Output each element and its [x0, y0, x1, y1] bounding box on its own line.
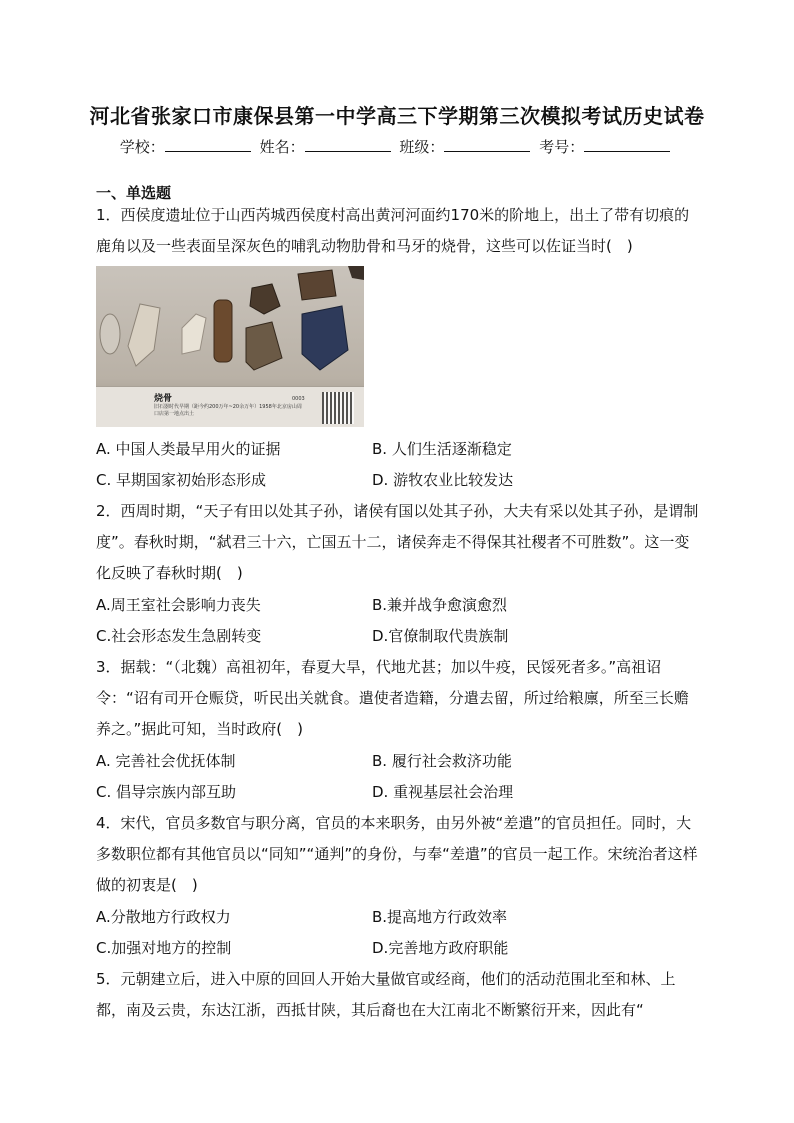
q4-option-b[interactable]: B.提高地方行政效率: [372, 908, 508, 926]
school-blank[interactable]: [165, 137, 251, 152]
q2-option-b[interactable]: B.兼并战争愈演愈烈: [372, 596, 508, 614]
photo-caption-detail: 旧石器时代早期（距今约200万年~20余万年）1958年北京房山周口店第一地点出土: [154, 404, 302, 417]
section-heading: 一、单选题: [96, 184, 172, 202]
q1-option-c[interactable]: C. 早期国家初始形态形成: [96, 471, 267, 489]
q2-option-d[interactable]: D.官僚制取代贵族制: [372, 627, 509, 645]
name-blank[interactable]: [305, 137, 391, 152]
photo-catalog-number: 0003: [292, 396, 305, 402]
question-4-text: 4．宋代，官员多数官与职分离，官员的本来职务，由另外被“差遣”的官员担任。同时，大多数职位都有其他官员以“同知”“通判”的身份，与奉“差遣”的官员一起工作。宋统治者这样做的初衷是( ): [96, 814, 698, 894]
q1-option-b[interactable]: B. 人们生活逐渐稳定: [372, 440, 512, 458]
q1-option-a[interactable]: A. 中国人类最早用火的证据: [96, 440, 281, 458]
student-info-line: [0, 136, 794, 157]
question-3-text: 3．据载：“（北魏）高祖初年，春夏大旱，代地尤甚；加以牛疫，民馁死者多。”高祖诏令：“诏有司开仓赈贷，听民出关就食。遣使者造籍，分遣去留，所过给粮廪，所至三长赡养之。”据此可知，当时政府( ): [96, 658, 689, 738]
photo-caption-title: 烧骨: [154, 394, 173, 404]
q3-option-d[interactable]: D. 重视基层社会治理: [372, 783, 514, 801]
class-blank[interactable]: [444, 137, 530, 152]
q3-option-a[interactable]: A. 完善社会优抚体制: [96, 752, 236, 770]
q4-option-d[interactable]: D.完善地方政府职能: [372, 939, 509, 957]
q3-option-b[interactable]: B. 履行社会救济功能: [372, 752, 512, 770]
q4-option-a[interactable]: A.分散地方行政权力: [96, 908, 231, 926]
q3-option-c[interactable]: C. 倡导宗族内部互助: [96, 783, 237, 801]
name-label: 姓名：: [259, 138, 305, 156]
number-blank[interactable]: [584, 137, 670, 152]
q1-option-d[interactable]: D. 游牧农业比较发达: [372, 471, 514, 489]
bone-artifacts-illustration: [96, 266, 364, 388]
q2-option-c[interactable]: C.社会形态发生急剧转变: [96, 627, 262, 645]
q4-option-c[interactable]: C.加强对地方的控制: [96, 939, 232, 957]
class-label: 班级：: [399, 138, 445, 156]
question-5-text: 5．元朝建立后，进入中原的回回人开始大量做官或经商，他们的活动范围北至和林、上都，南及云贵，东达江浙，西抵甘陕，其后裔也在大江南北不断繁衍开来，因此有“: [96, 970, 676, 1019]
school-label: 学校：: [119, 138, 165, 156]
number-label: 考号：: [539, 138, 585, 156]
page-title: 河北省张家口市康保县第一中学高三下学期第三次模拟考试历史试卷: [89, 104, 705, 128]
qr-code-icon: [322, 392, 354, 424]
burnt-bones-photo: [96, 266, 364, 427]
q2-option-a[interactable]: A.周王室社会影响力丧失: [96, 596, 261, 614]
question-1-text: 1．西侯度遗址位于山西芮城西侯度村高出黄河河面约170米的阶地上，出土了带有切痕的鹿角以及一些表面呈深灰色的哺乳动物肋骨和马牙的烧骨，这些可以佐证当时( ): [96, 206, 690, 255]
question-2-text: 2．西周时期，“天子有田以处其子孙，诸侯有国以处其子孙，大夫有采以处其子孙，是谓制度”。春秋时期，“弑君三十六，亡国五十二，诸侯奔走不得保其社稷者不可胜数”。这一变化反映了春秋时期( ): [96, 502, 699, 582]
